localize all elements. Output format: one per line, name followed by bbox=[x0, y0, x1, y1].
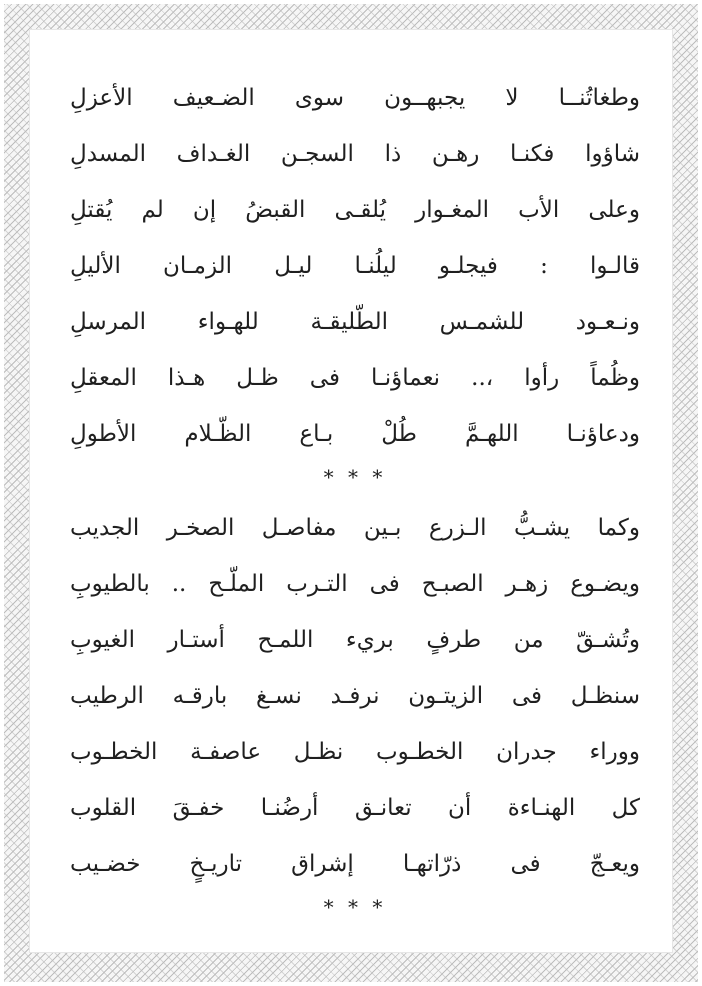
poem-verse: ودعاؤنـا اللهـمَّ طُلْ بـاع الظّـلام الأطولِ bbox=[70, 421, 640, 447]
poem-verse: ونـعـود للشمـس الطّليقـة للهـواء المرسلِ bbox=[70, 309, 640, 335]
poem-verse: ويعـجّ فى ذرّاتهـا إشراق تاريـخٍ خضـيب bbox=[70, 851, 640, 877]
poem-verse: قالـوا : فيجلـو ليلُنـا ليـل الزمـان الأليلِ bbox=[70, 253, 640, 279]
poem-verse: شاؤوا فكنـا رهـن ذا السجـن الغـداف المسدلِ bbox=[70, 141, 640, 167]
stanza-separator: * * * bbox=[323, 465, 387, 489]
poem-verse: ووراء جدران الخطـوب نظـل عاصفـة الخطـوب bbox=[70, 739, 640, 765]
stanza-separator: * * * bbox=[323, 895, 387, 919]
poem-verse: وتُشـقّ من طرفٍ بريء اللمـح أستـار الغيوبِ bbox=[70, 627, 640, 653]
poem-verse: وكما يشـبُّ الـزرع بـين مفاصـل الصخـر الجديب bbox=[70, 515, 640, 541]
poem-verse: كل الهنـاءة أن تعانـق أرضُنـا خفـقَ القلوب bbox=[70, 795, 640, 821]
poem-verse: وظُماً رأوا ،.. نعماؤنـا فى ظـل هـذا المعقلِ bbox=[70, 365, 640, 391]
poem-verse: ويضـوع زهـر الصبـح فى التـرب الملّـح .. بالطيوبِ bbox=[70, 571, 640, 597]
poem-verse: وعلى الأب المغـوار يُلقـى القبضُ إن لم يُقتلِ bbox=[70, 197, 640, 223]
poem-verse: سنظـل فى الزيتـون نرفـد نسـغ بارقـه الرطيب bbox=[70, 683, 640, 709]
poem-verse: وطغاتُنــا لا يجبهــون سوى الضـعيف الأعزلِ bbox=[70, 85, 640, 111]
poem bbox=[70, 70, 640, 930]
